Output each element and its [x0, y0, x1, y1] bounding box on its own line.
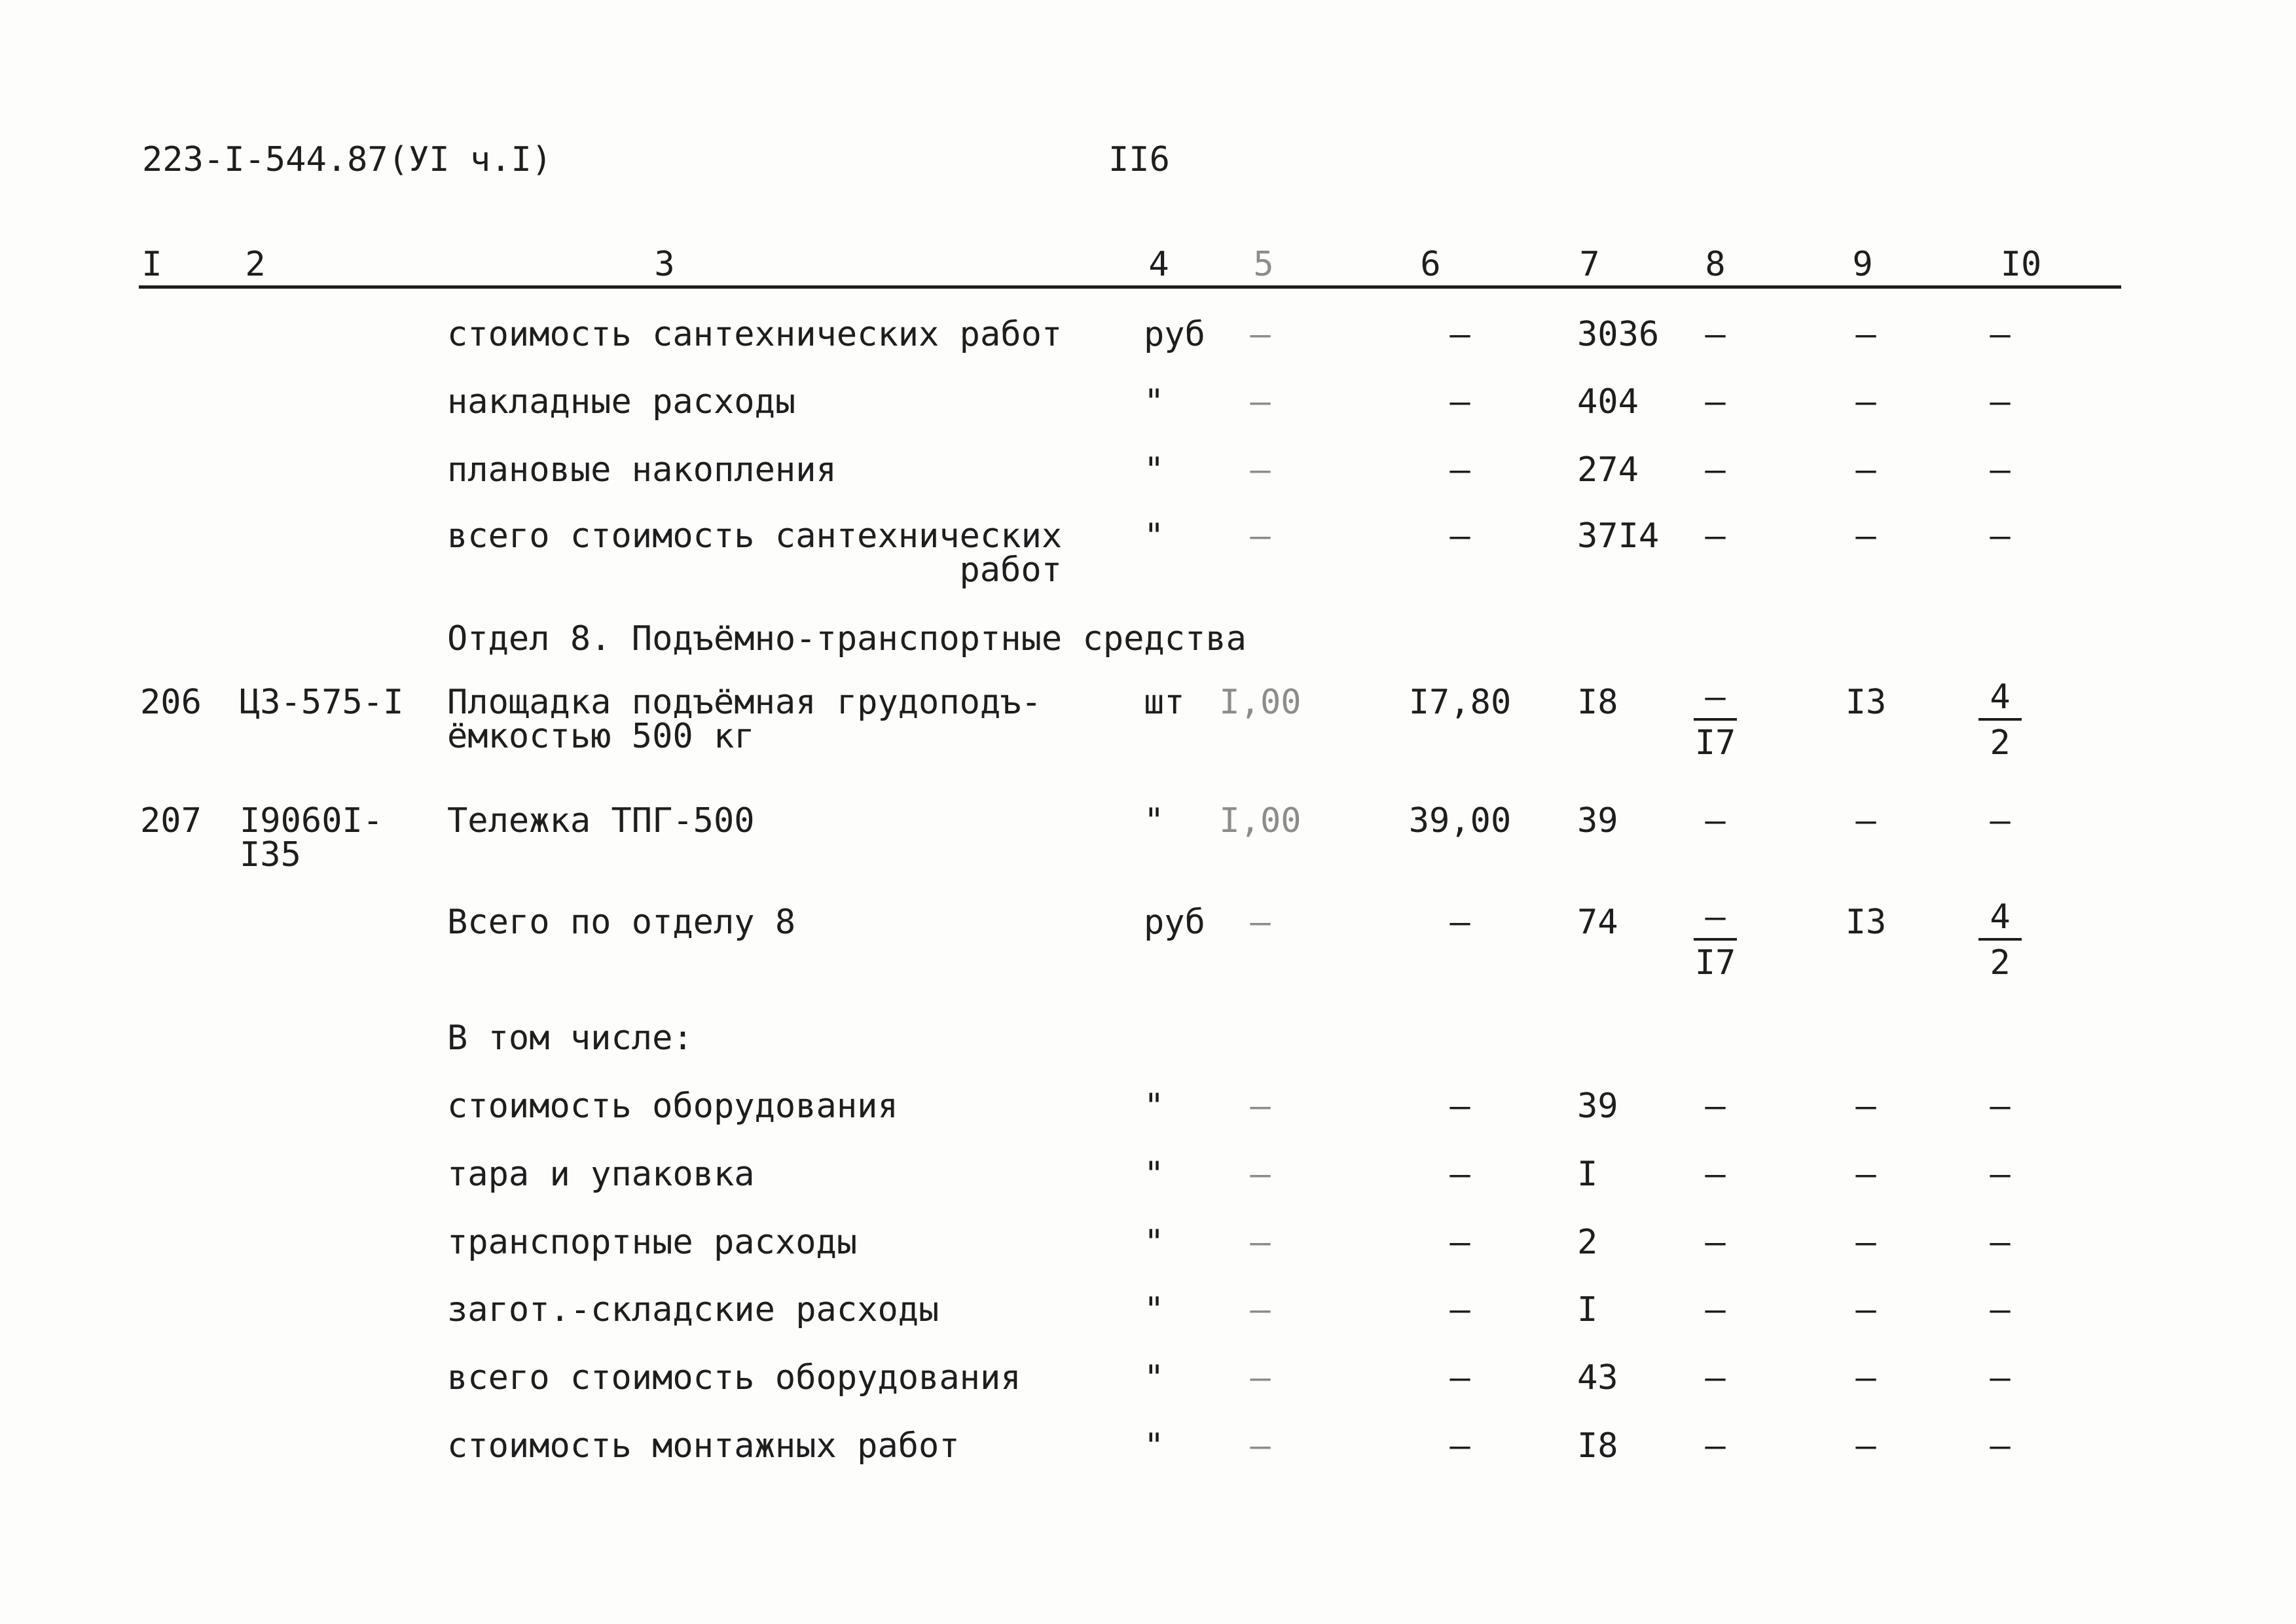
cell-c10: –: [1990, 516, 2011, 556]
cell-c9: –: [1855, 1290, 1876, 1329]
fraction-cell-c8: [1694, 897, 1737, 983]
cell-c6: –: [1449, 903, 1470, 942]
fraction-numerator: 4: [1990, 677, 2011, 717]
cell-c9: –: [1855, 801, 1876, 840]
fraction-cell-c10: [1978, 897, 2022, 983]
cell-c4: ": [1144, 1358, 1165, 1398]
column-number-4: 4: [1148, 245, 1169, 284]
cell-c8: –: [1705, 1426, 1726, 1466]
column-number-5: 5: [1253, 245, 1274, 284]
cell-c6: –: [1449, 450, 1470, 490]
cell-c7: 39: [1577, 801, 1618, 840]
cell-c3-continuation: работ: [959, 550, 1062, 590]
cell-c10: –: [1990, 382, 2011, 422]
cell-c5: –: [1250, 1290, 1271, 1329]
cell-c8: –: [1705, 1358, 1726, 1398]
cell-c6: 39,00: [1408, 801, 1512, 840]
cell-c3: В том числе:: [447, 1019, 693, 1058]
cell-c8: –: [1705, 801, 1726, 840]
fraction-cell-c10: [1978, 677, 2022, 763]
column-number-1: I: [141, 245, 162, 284]
column-number-9: 9: [1852, 245, 1873, 284]
cell-c6: –: [1449, 1087, 1470, 1126]
cell-c5: –: [1250, 1155, 1271, 1194]
fraction-denominator: 2: [1990, 723, 2011, 763]
cell-c9: I3: [1845, 903, 1887, 942]
cell-c9: I3: [1845, 683, 1887, 722]
cell-c3: всего стоимость сантехнических: [447, 516, 1063, 556]
cell-c3: накладные расходы: [447, 382, 796, 422]
cell-c9: –: [1855, 516, 1876, 556]
cell-c7: 39: [1577, 1087, 1618, 1126]
cell-c3: стоимость сантехнических работ: [447, 315, 1063, 354]
cell-c5: –: [1250, 450, 1271, 490]
cell-c6: –: [1449, 516, 1470, 556]
cell-c6: –: [1449, 1155, 1470, 1194]
document-code: 223-I-544.87(УI ч.I): [142, 140, 553, 179]
cell-c10: –: [1990, 1358, 2011, 1398]
cell-c10: –: [1990, 1290, 2011, 1329]
cell-c6: –: [1449, 1358, 1470, 1398]
cell-c8: –: [1705, 315, 1726, 354]
page-number: II6: [1108, 140, 1170, 179]
fraction-denominator: I7: [1694, 723, 1736, 763]
cell-c6: –: [1449, 315, 1470, 354]
fraction-denominator: I7: [1694, 943, 1736, 983]
cell-c7: 43: [1577, 1358, 1618, 1398]
cell-c10: –: [1990, 1155, 2011, 1194]
fraction-numerator: –: [1705, 897, 1726, 937]
cell-c9: –: [1855, 450, 1876, 490]
cell-c9: –: [1855, 1087, 1876, 1126]
cell-c7: 274: [1577, 450, 1639, 490]
cell-c5: –: [1250, 903, 1271, 942]
cell-c3-continuation: ёмкостью 500 кг: [447, 717, 755, 756]
cell-c8: –: [1705, 450, 1726, 490]
cell-c7: 74: [1577, 903, 1618, 942]
cell-c3: тара и упаковка: [447, 1155, 755, 1194]
cell-c10: –: [1990, 1087, 2011, 1126]
cell-c8: –: [1705, 1087, 1726, 1126]
cell-c8: –: [1705, 1290, 1726, 1329]
cell-c3: стоимость оборудования: [447, 1087, 898, 1126]
cell-c9: –: [1855, 382, 1876, 422]
cell-c4: ": [1144, 450, 1165, 490]
cell-c5: –: [1250, 382, 1271, 422]
cell-c3: всего стоимость оборудования: [447, 1358, 1021, 1398]
cell-c5: –: [1250, 1223, 1271, 1262]
cell-c6: –: [1449, 1223, 1470, 1262]
cell-c5: –: [1250, 516, 1271, 556]
cell-c3: Отдел 8. Подъёмно-транспортные средства: [447, 619, 1247, 659]
cell-c5: –: [1250, 1358, 1271, 1398]
cell-c4: ": [1144, 1155, 1165, 1194]
cell-c10: –: [1990, 450, 2011, 490]
fraction-cell-c8: [1694, 677, 1737, 763]
cell-c10: –: [1990, 315, 2011, 354]
cell-c4: шт: [1144, 683, 1185, 722]
column-number-6: 6: [1420, 245, 1441, 284]
cell-c7: I: [1577, 1290, 1598, 1329]
cell-c5: I,00: [1219, 683, 1302, 722]
cell-c10: –: [1990, 1426, 2011, 1466]
cell-c9: –: [1855, 315, 1876, 354]
cell-c5: –: [1250, 315, 1271, 354]
cell-c2: Ц3-575-I: [240, 683, 404, 722]
cell-c3: транспортные расходы: [447, 1223, 858, 1262]
cell-c1: 206: [140, 683, 202, 722]
cell-c7: I8: [1577, 683, 1618, 722]
cell-c4: ": [1144, 1426, 1165, 1466]
cell-c10: –: [1990, 1223, 2011, 1262]
fraction-numerator: –: [1705, 677, 1726, 717]
cell-c7: 2: [1577, 1223, 1598, 1262]
cell-c2-continuation: I35: [240, 835, 301, 875]
cell-c6: I7,80: [1408, 683, 1512, 722]
cell-c4: ": [1144, 801, 1165, 840]
cell-c9: –: [1855, 1426, 1876, 1466]
cell-c8: –: [1705, 1155, 1726, 1194]
fraction-bar: [1978, 718, 2022, 721]
cell-c7: 3036: [1577, 315, 1660, 354]
cell-c3: Площадка подъёмная грудоподъ-: [447, 683, 1042, 722]
fraction-denominator: 2: [1990, 943, 2011, 983]
cell-c6: –: [1449, 382, 1470, 422]
cell-c10: –: [1990, 801, 2011, 840]
cell-c9: –: [1855, 1358, 1876, 1398]
cell-c4: ": [1144, 516, 1165, 556]
cell-c7: 37I4: [1577, 516, 1660, 556]
cell-c3: стоимость монтажных работ: [447, 1426, 960, 1466]
column-number-3: 3: [654, 245, 675, 284]
cell-c5: –: [1250, 1426, 1271, 1466]
cell-c4: руб: [1144, 315, 1205, 354]
column-number-10: I0: [2000, 245, 2042, 284]
cell-c4: ": [1144, 382, 1165, 422]
cell-c7: 404: [1577, 382, 1639, 422]
cell-c5: I,00: [1219, 801, 1302, 840]
fraction-bar: [1694, 938, 1737, 941]
cell-c4: ": [1144, 1087, 1165, 1126]
cell-c6: –: [1449, 1290, 1470, 1329]
cell-c8: –: [1705, 516, 1726, 556]
cell-c1: 207: [140, 801, 202, 840]
fraction-bar: [1694, 718, 1737, 721]
cell-c4: ": [1144, 1290, 1165, 1329]
cell-c9: –: [1855, 1155, 1876, 1194]
cell-c5: –: [1250, 1087, 1271, 1126]
cell-c7: I: [1577, 1155, 1598, 1194]
cell-c3: Всего по отделу 8: [447, 903, 796, 942]
cell-c8: –: [1705, 1223, 1726, 1262]
column-number-2: 2: [245, 245, 266, 284]
cell-c3: загот.-складские расходы: [447, 1290, 939, 1329]
fraction-numerator: 4: [1990, 897, 2011, 937]
column-number-8: 8: [1705, 245, 1726, 284]
cell-c3: плановые накопления: [447, 450, 837, 490]
cell-c9: –: [1855, 1223, 1876, 1262]
cell-c7: I8: [1577, 1426, 1618, 1466]
cell-c8: –: [1705, 382, 1726, 422]
fraction-bar: [1978, 938, 2022, 941]
cell-c2: I9060I-: [240, 801, 384, 840]
cell-c4: руб: [1144, 903, 1205, 942]
cell-c3: Тележка ТПГ-500: [447, 801, 755, 840]
column-number-7: 7: [1579, 245, 1600, 284]
header-rule: [139, 285, 2121, 289]
cell-c6: –: [1449, 1426, 1470, 1466]
cell-c4: ": [1144, 1223, 1165, 1262]
